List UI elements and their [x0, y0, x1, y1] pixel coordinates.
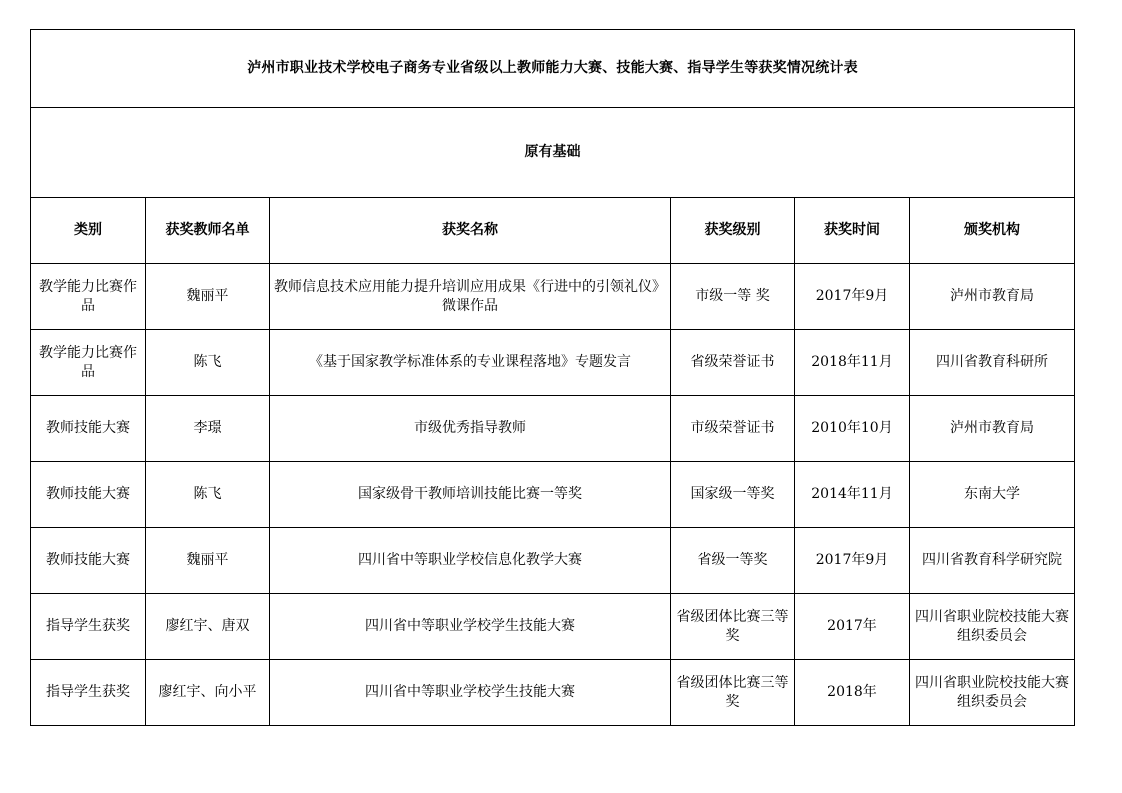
level-cell: 市级一等 奖	[671, 264, 795, 330]
teacher-cell: 李璟	[146, 396, 270, 462]
category-cell: 教学能力比赛作品	[31, 330, 146, 396]
teacher-cell: 魏丽平	[146, 528, 270, 594]
level-cell: 市级荣誉证书	[671, 396, 795, 462]
award-cell: 市级优秀指导教师	[270, 396, 671, 462]
level-cell: 国家级一等奖	[671, 462, 795, 528]
award-cell: 四川省中等职业学校学生技能大赛	[270, 660, 671, 726]
category-cell: 教师技能大赛	[31, 396, 146, 462]
time-cell: 2010年10月	[795, 396, 910, 462]
table-row	[31, 330, 1075, 396]
column-header: 获奖教师名单	[146, 198, 270, 264]
column-header: 获奖级别	[671, 198, 795, 264]
level-cell: 省级团体比赛三等奖	[671, 594, 795, 660]
level-cell: 省级团体比赛三等奖	[671, 660, 795, 726]
time-cell: 2014年11月	[795, 462, 910, 528]
time-cell: 2017年9月	[795, 528, 910, 594]
time-cell: 2018年11月	[795, 330, 910, 396]
category-cell: 教学能力比赛作品	[31, 264, 146, 330]
org-cell: 东南大学	[910, 462, 1075, 528]
header-row	[31, 198, 1075, 264]
award-table	[30, 29, 1075, 726]
teacher-cell: 陈飞	[146, 330, 270, 396]
teacher-cell: 陈飞	[146, 462, 270, 528]
column-header: 获奖名称	[270, 198, 671, 264]
column-header: 获奖时间	[795, 198, 910, 264]
award-cell: 四川省中等职业学校信息化教学大赛	[270, 528, 671, 594]
org-cell: 四川省教育科学研究院	[910, 528, 1075, 594]
time-cell: 2017年9月	[795, 264, 910, 330]
category-cell: 指导学生获奖	[31, 594, 146, 660]
level-cell: 省级一等奖	[671, 528, 795, 594]
level-cell: 省级荣誉证书	[671, 330, 795, 396]
section-heading: 原有基础	[31, 108, 1075, 198]
table-row	[31, 264, 1075, 330]
table-row	[31, 594, 1075, 660]
org-cell: 四川省职业院校技能大赛组织委员会	[910, 660, 1075, 726]
award-cell: 教师信息技术应用能力提升培训应用成果《行进中的引领礼仪》微课作品	[270, 264, 671, 330]
teacher-cell: 廖红宇、向小平	[146, 660, 270, 726]
teacher-cell: 魏丽平	[146, 264, 270, 330]
table-title: 泸州市职业技术学校电子商务专业省级以上教师能力大赛、技能大赛、指导学生等获奖情况统计表	[31, 30, 1075, 108]
category-cell: 教师技能大赛	[31, 462, 146, 528]
table-row	[31, 396, 1075, 462]
table-row	[31, 528, 1075, 594]
org-cell: 四川省教育科研所	[910, 330, 1075, 396]
time-cell: 2017年	[795, 594, 910, 660]
org-cell: 泸州市教育局	[910, 396, 1075, 462]
time-cell: 2018年	[795, 660, 910, 726]
category-cell: 教师技能大赛	[31, 528, 146, 594]
award-cell: 《基于国家教学标准体系的专业课程落地》专题发言	[270, 330, 671, 396]
org-cell: 泸州市教育局	[910, 264, 1075, 330]
table-row	[31, 660, 1075, 726]
award-cell: 国家级骨干教师培训技能比赛一等奖	[270, 462, 671, 528]
column-header: 类别	[31, 198, 146, 264]
award-cell: 四川省中等职业学校学生技能大赛	[270, 594, 671, 660]
teacher-cell: 廖红宇、唐双	[146, 594, 270, 660]
org-cell: 四川省职业院校技能大赛组织委员会	[910, 594, 1075, 660]
category-cell: 指导学生获奖	[31, 660, 146, 726]
table-row	[31, 462, 1075, 528]
column-header: 颁奖机构	[910, 198, 1075, 264]
